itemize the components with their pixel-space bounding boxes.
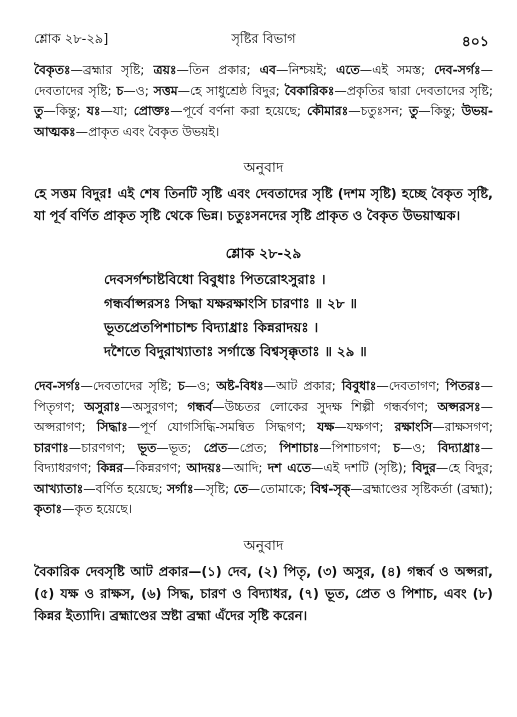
verse-line: ভূতপ্রেতপিশাচাশ্চ বিদ্যাধ্রাঃ কিন্নরাদয়ঃ । bbox=[104, 320, 319, 336]
gloss-term: বৈকৃতঃ bbox=[34, 62, 71, 77]
gloss-meaning: —দেবতাগণ; bbox=[376, 378, 446, 393]
gloss-meaning: —আদি; bbox=[221, 460, 268, 475]
gloss-term: ত্রয়ঃ bbox=[153, 62, 177, 77]
gloss-term: রক্ষাংসি bbox=[394, 419, 433, 434]
header-verse-ref: শ্লোক ২৮-২৯] bbox=[34, 32, 109, 47]
gloss-meaning: —দেবতাদের সৃষ্টি; bbox=[80, 378, 178, 393]
verse-line: দশৈতে বিদুরাখ্যাতাঃ সর্গাস্তে বিশ্বসৃক্কৃতাঃ ॥ ২৯ ॥ bbox=[104, 344, 367, 360]
gloss-term: বিদ্যাধ্রাঃ bbox=[437, 439, 481, 455]
header-chapter-title: সৃষ্টির বিভাগ bbox=[231, 32, 296, 47]
gloss-term: চারণাঃ bbox=[34, 439, 69, 455]
gloss-term: কিন্নর bbox=[96, 460, 124, 475]
gloss-term: প্রেত bbox=[203, 439, 228, 455]
gloss-term: যক্ষ bbox=[317, 419, 335, 434]
gloss-meaning: —প্রকৃতির দ্বারা দেবতাদের সৃষ্টি; bbox=[334, 82, 494, 98]
gloss-term: এব bbox=[259, 62, 276, 77]
gloss-meaning: —অসুরগণ; bbox=[120, 398, 188, 414]
gloss-meaning: —কিন্তু; bbox=[418, 103, 462, 118]
gloss-meaning: —এই সমস্ত; bbox=[359, 62, 435, 77]
gloss-meaning: —প্রেত; bbox=[227, 439, 280, 455]
gloss-term: অসুরাঃ bbox=[84, 398, 121, 414]
gloss-term: গন্ধর্ব bbox=[187, 398, 213, 414]
gloss-meaning: —পিশাচগণ; bbox=[319, 439, 394, 455]
gloss-meaning: —অপ্সরাগণ; bbox=[34, 398, 493, 434]
gloss-term: আখ্যাতাঃ bbox=[34, 480, 84, 496]
translation-heading-2: অনুবাদ bbox=[243, 537, 284, 554]
gloss-term: এতে bbox=[336, 62, 360, 77]
gloss-meaning: —চারণগণ; bbox=[68, 439, 138, 455]
gloss-term: তে bbox=[233, 480, 248, 496]
gloss-term: পিশাচাঃ bbox=[279, 439, 320, 455]
gloss-term: চ bbox=[393, 439, 400, 455]
gloss-term: প্রোক্তঃ bbox=[133, 103, 171, 118]
gloss-meaning: —কৃত হয়েছে। bbox=[62, 501, 133, 516]
gloss-meaning: —ব্রহ্মার সৃষ্টি; bbox=[70, 62, 154, 77]
gloss-meaning: —চতুঃসন; bbox=[348, 103, 409, 118]
gloss-term: তু bbox=[34, 103, 44, 118]
gloss-term: সত্তম bbox=[153, 82, 178, 98]
gloss-meaning: —রাক্ষসগণ; bbox=[432, 419, 493, 434]
gloss-term: অপ্সরসঃ bbox=[437, 398, 481, 414]
gloss-term: বিশ্ব-সৃক্ bbox=[310, 480, 351, 496]
gloss-term: কৃতাঃ bbox=[34, 501, 63, 516]
gloss-term: কৌমারঃ bbox=[307, 103, 349, 118]
gloss-meaning: —তোমাকে; bbox=[247, 480, 311, 496]
gloss-meaning: —হে সাধুশ্রেষ্ঠ বিদুর; bbox=[177, 82, 285, 98]
verse-line: গন্ধর্বাপ্সরসঃ সিদ্ধা যক্ষরক্ষাংসি চারণাঃ ॥ ২৮ ॥ bbox=[104, 296, 358, 312]
gloss-term: বিবুধাঃ bbox=[341, 378, 377, 393]
gloss-term: তু bbox=[408, 103, 419, 118]
translation-heading-1: অনুবাদ bbox=[243, 160, 284, 176]
gloss-meaning: —হে বিদুর; bbox=[435, 460, 493, 475]
gloss-meaning: —বিদ্যাধরগণ; bbox=[34, 439, 493, 475]
gloss-meaning: —দেবতাদের সৃষ্টি; bbox=[34, 62, 493, 98]
translation-paragraph-1: হে সত্তম বিদুর! এই শেষ তিনটি সৃষ্টি এবং দেবতাদের সৃষ্টি (দশম সৃষ্টি) হচ্ছে বৈকৃত সৃষ্টি, যা পূর্ব বর্ণিত প্রাকৃত সৃষ্টি থেকে ভিন্ন। চতুঃসনদের সৃষ্টি প্রাকৃত ও বৈকৃত উভয়াত্মক। bbox=[34, 187, 493, 224]
gloss-term: দেব-সর্গঃ bbox=[434, 62, 481, 77]
gloss-meaning: —পূর্বে বর্ণনা করা হয়েছে; bbox=[170, 103, 308, 118]
word-meanings-28-29 bbox=[34, 376, 493, 520]
gloss-meaning: —ও; bbox=[184, 378, 217, 393]
gloss-meaning: —পূর্ণ যোগসিদ্ধি-সমন্বিত সিদ্ধগণ; bbox=[127, 419, 318, 434]
gloss-term: উভয়-আত্মকঃ bbox=[34, 103, 493, 139]
gloss-meaning: —আট প্রকার; bbox=[263, 378, 342, 393]
gloss-meaning: —কিন্তু; bbox=[43, 103, 87, 118]
gloss-meaning: —প্রাকৃত এবং বৈকৃত উভয়ই। bbox=[75, 123, 220, 139]
gloss-meaning: —ও; bbox=[399, 439, 438, 455]
gloss-meaning: —উচ্চতর লোকের সুদক্ষ শিল্পী গন্ধর্বগণ; bbox=[212, 398, 438, 414]
translation-paragraph-2: বৈকারিক দেবসৃষ্টি আট প্রকার—(১) দেব, (২) পিতৃ, (৩) অসুর, (৪) গন্ধর্ব ও অপ্সরা, (৫) যক্ষ ও রাক্ষস, (৬) সিদ্ধ, চারণ ও বিদ্যাধর, (৭) ভূত, প্রেত ও পিশাচ, এবং (৮) কিন্নর ইত্যাদি। ব্রহ্মাণ্ডের স্রষ্টা ব্রহ্মা এঁদের সৃষ্টি করেন। bbox=[34, 564, 493, 624]
gloss-meaning: —ও; bbox=[123, 82, 154, 98]
gloss-term: বিদুর bbox=[412, 460, 436, 475]
gloss-meaning: —কিন্নরগণ; bbox=[123, 460, 187, 475]
gloss-term: পিতরঃ bbox=[445, 378, 481, 393]
verse-title: শ্লোক ২৮-২৯ bbox=[225, 246, 302, 262]
gloss-meaning: —ভূত; bbox=[156, 439, 204, 455]
gloss-term: সর্গাঃ bbox=[166, 480, 194, 496]
gloss-meaning: —যা; bbox=[100, 103, 134, 118]
verse-line: দেবসর্গশ্চাষ্টবিধো বিবুধাঃ পিতরোঽসুরাঃ । bbox=[104, 272, 326, 288]
gloss-term: বৈকারিকঃ bbox=[284, 82, 335, 98]
gloss-meaning: —পিতৃগণ; bbox=[34, 378, 493, 414]
page-number: ৪০১ bbox=[461, 34, 489, 50]
gloss-term: চ bbox=[116, 82, 124, 98]
gloss-term: দেব-সর্গঃ bbox=[34, 378, 81, 393]
gloss-term: আদয়ঃ bbox=[186, 460, 222, 475]
sanskrit-verse bbox=[34, 268, 493, 364]
gloss-meaning: —ব্রহ্মাণ্ডের সৃষ্টিকর্তা (ব্রহ্মা); bbox=[350, 480, 493, 496]
gloss-meaning: —সৃষ্টি; bbox=[193, 480, 234, 496]
gloss-term: অষ্ট-বিধঃ bbox=[216, 378, 264, 393]
gloss-term: সিদ্ধাঃ bbox=[96, 419, 128, 434]
gloss-term: দশ এতে bbox=[267, 460, 311, 475]
gloss-meaning: —এই দশটি (সৃষ্টি); bbox=[310, 460, 413, 475]
gloss-term: যঃ bbox=[86, 103, 101, 118]
gloss-term: ভূত bbox=[137, 439, 157, 455]
gloss-term: চ bbox=[177, 378, 185, 393]
gloss-meaning: —তিন প্রকার; bbox=[176, 62, 260, 77]
gloss-meaning: —বর্ণিত হয়েছে; bbox=[83, 480, 167, 496]
gloss-meaning: —যক্ষগণ; bbox=[334, 419, 395, 434]
gloss-meaning: —নিশ্চয়ই; bbox=[275, 62, 337, 77]
word-meanings-28-29-continued bbox=[34, 60, 493, 142]
page-header bbox=[34, 30, 493, 50]
